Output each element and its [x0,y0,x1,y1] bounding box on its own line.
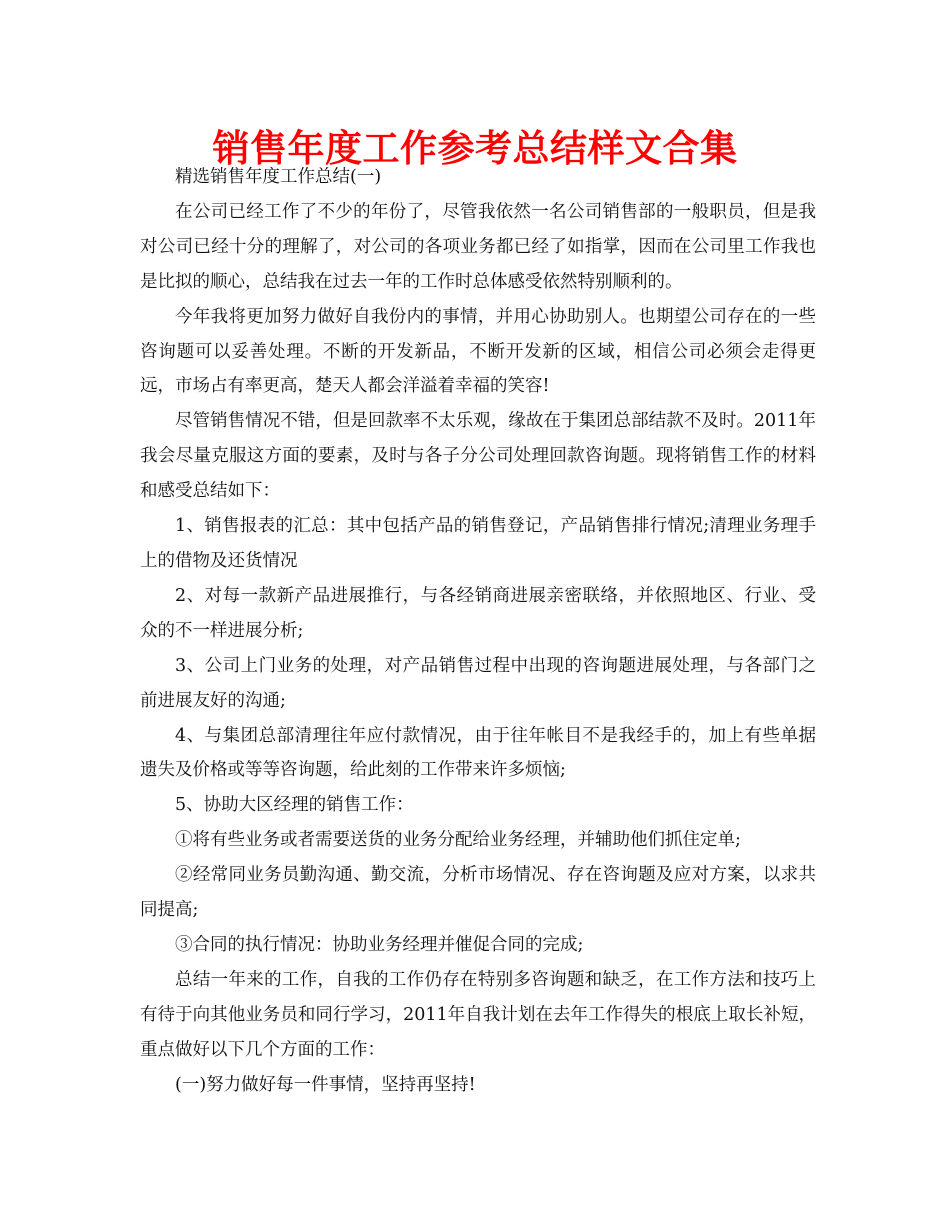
document-body [140,160,816,1102]
document-title: 销售年度工作参考总结样文合集 [212,127,738,170]
list-item: 1、销售报表的汇总：其中包括产品的销售登记，产品销售排行情况;清理业务理手上的借物及还货情况 [140,516,816,571]
plan-item: (一)努力做好每一件事情，坚持再坚持! [175,1074,476,1095]
paragraph: 尽管销售情况不错，但是回款率不太乐观，缘故在于集团总部结款不及时。2011年我会尽量克服这方面的要素，及时与各子分公司处理回款咨询题。现将销售工作的材料和感受总结如下： [140,411,816,502]
paragraph: 总结一年来的工作，自我的工作仍存在特别多咨询题和缺乏，在工作方法和技巧上有待于向其他业务员和同行学习，2011年自我计划在去年工作得失的根底上取长补短，重点做好以下几个方面的工作： [140,969,816,1060]
sub-list-item: ②经常同业务员勤沟通、勤交流，分析市场情况、存在咨询题及应对方案，以求共同提高; [140,865,816,921]
section-heading: 精选销售年度工作总结(一) [175,167,382,187]
list-item: 4、与集团总部清理往年应付款情况，由于往年帐目不是我经手的，加上有些单据遗失及价格或等等咨询题，给此刻的工作带来许多烦恼; [140,725,816,781]
paragraph: 今年我将更加努力做好自我份内的事情，并用心协助别人。也期望公司存在的一些咨询题可以妥善处理。不断的开发新品，不断开发新的区域，相信公司必须会走得更远，市场占有率更高，楚天人都会洋溢着幸福的笑容! [140,306,816,397]
list-item: 5、协助大区经理的销售工作： [175,795,414,816]
sub-list-item: ①将有些业务或者需要送货的业务分配给业务经理，并辅助他们抓住定单; [175,830,741,851]
list-item: 3、公司上门业务的处理，对产品销售过程中出现的咨询题进展处理，与各部门之前进展友好的沟通; [140,655,816,711]
paragraph: 在公司已经工作了不少的年份了，尽管我依然一名公司销售部的一般职员，但是我对公司已经十分的理解了，对公司的各项业务都已经了如指掌，因而在公司里工作我也是比拟的顺心，总结我在过去一年的工作时总体感受依然特别顺利的。 [140,201,816,292]
sub-list-item: ③合同的执行情况：协助业务经理并催促合同的完成; [175,934,584,955]
list-item: 2、对每一款新产品进展推行，与各经销商进展亲密联络，并依照地区、行业、受众的不一样进展分析; [140,585,816,641]
